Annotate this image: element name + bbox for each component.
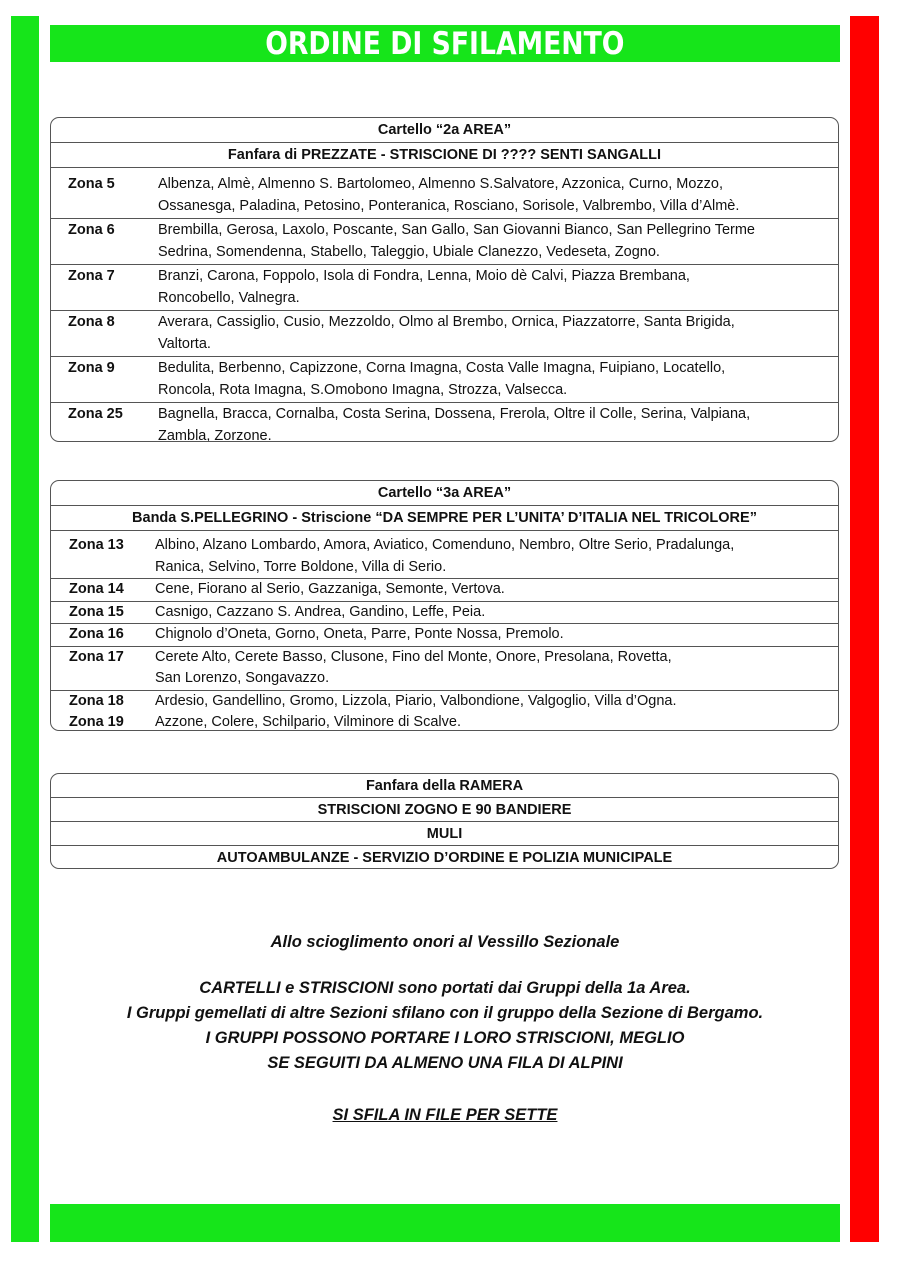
zone-row bbox=[51, 265, 838, 311]
zone-towns-line: Ossanesga, Paladina, Petosino, Ponteranica, Rosciano, Sorisole, Valbrembo, Villa d’Almè. bbox=[158, 197, 740, 214]
zone-towns-line: Ardesio, Gandellino, Gromo, Lizzola, Piario, Valbondione, Valgoglio, Villa d’Ogna. bbox=[155, 692, 677, 709]
zone-row bbox=[51, 168, 838, 219]
zone-row bbox=[51, 311, 838, 357]
zone-towns-line: Casnigo, Cazzano S. Andrea, Gandino, Leffe, Peia. bbox=[155, 603, 486, 620]
zone-towns bbox=[158, 266, 838, 309]
zone-label: Zona 6 bbox=[68, 222, 115, 238]
zone-label: Zona 14 bbox=[69, 581, 124, 597]
zone-label: Zona 15 bbox=[69, 603, 124, 620]
zone-towns-line: Albino, Alzano Lombardo, Amora, Aviatico, Comenduno, Nembro, Oltre Serio, Pradalunga, bbox=[155, 537, 735, 553]
zone-label: Zona 13 bbox=[69, 537, 124, 553]
area2-subheader: Fanfara di PREZZATE - STRISCIONE DI ???? SENTI SANGALLI bbox=[51, 143, 838, 168]
zone-row bbox=[51, 624, 838, 647]
note-line: I Gruppi gemellati di altre Sezioni sfilano con il gruppo della Sezione di Bergamo. bbox=[126, 1004, 764, 1022]
zone-towns-line: Roncola, Rota Imagna, S.Omobono Imagna, Strozza, Valsecca. bbox=[158, 381, 568, 398]
zone-towns bbox=[155, 624, 838, 646]
note-line: SE SEGUITI DA ALMENO UNA FILA DI ALPINI bbox=[267, 1054, 623, 1072]
green-bottom-bar bbox=[50, 1204, 840, 1242]
zone-towns-line: San Lorenzo, Songavazzo. bbox=[155, 670, 330, 686]
area3-table bbox=[50, 480, 839, 731]
zone-towns-line: Valtorta. bbox=[158, 335, 211, 352]
notes-block bbox=[50, 976, 840, 1076]
title-banner bbox=[50, 25, 840, 62]
zone-row bbox=[51, 531, 838, 579]
salute-note bbox=[50, 930, 840, 955]
zone-label: Zona 19 bbox=[69, 714, 124, 730]
closing-row: AUTOAMBULANZE - SERVIZIO D’ORDINE E POLIZIA MUNICIPALE bbox=[216, 850, 673, 866]
zone-label: Zona 17 bbox=[69, 648, 124, 665]
zone-towns-line: Chignolo d’Oneta, Gorno, Oneta, Parre, Ponte Nossa, Premolo. bbox=[155, 626, 564, 642]
zone-towns-line: Averara, Cassiglio, Cusio, Mezzoldo, Olmo al Brembo, Ornica, Piazzatorre, Santa Brigida, bbox=[158, 314, 735, 330]
zone-towns-line: Bagnella, Bracca, Cornalba, Costa Serina, Dossena, Frerola, Oltre il Colle, Serina, Valpiana, bbox=[158, 406, 751, 422]
zone-towns-line: Cerete Alto, Cerete Basso, Clusone, Fino del Monte, Onore, Presolana, Rovetta, bbox=[155, 648, 672, 665]
closing-row: STRISCIONI ZOGNO E 90 BANDIERE bbox=[51, 798, 838, 822]
zone-towns bbox=[155, 691, 838, 713]
zone-towns-line: Sedrina, Somendenna, Stabello, Taleggio, Ubiale Clanezzo, Vedeseta, Zogno. bbox=[158, 243, 660, 260]
closing-formation-table bbox=[50, 773, 839, 869]
zone-towns-line: Ranica, Selvino, Torre Boldone, Villa di Serio. bbox=[155, 558, 447, 575]
zone-towns bbox=[155, 602, 838, 624]
zone-row bbox=[51, 602, 838, 625]
zone-row bbox=[51, 357, 838, 403]
page-title: ORDINE DI SFILAMENTO bbox=[265, 25, 625, 62]
zone-label: Zona 9 bbox=[68, 360, 115, 376]
zone-row bbox=[51, 691, 838, 713]
zone-towns-line: Roncobello, Valnegra. bbox=[158, 289, 300, 306]
salute-text: Allo scioglimento onori al Vessillo Sezionale bbox=[270, 933, 620, 951]
note-line: CARTELLI e STRISCIONI sono portati dai Gruppi della 1a Area. bbox=[199, 979, 691, 997]
closing-row: Fanfara della RAMERA bbox=[51, 774, 838, 798]
zone-towns-line: Bedulita, Berbenno, Capizzone, Corna Imagna, Costa Valle Imagna, Fuipiano, Locatello, bbox=[158, 360, 726, 376]
zone-towns bbox=[158, 404, 838, 442]
zone-towns bbox=[155, 647, 838, 690]
zone-row bbox=[51, 579, 838, 602]
zone-towns-line: Cene, Fiorano al Serio, Gazzaniga, Semonte, Vertova. bbox=[155, 581, 505, 597]
area2-header: Cartello “2a AREA” bbox=[51, 118, 838, 143]
area3-subheader: Banda S.PELLEGRINO - Striscione “DA SEMPRE PER L’UNITA’ D’ITALIA NEL TRICOLORE” bbox=[51, 506, 838, 531]
zone-row bbox=[51, 403, 838, 442]
zone-towns bbox=[155, 712, 838, 731]
zone-label: Zona 5 bbox=[68, 176, 115, 192]
zone-towns-line: Branzi, Carona, Foppolo, Isola di Fondra, Lenna, Moio dè Calvi, Piazza Brembana, bbox=[158, 268, 690, 284]
zone-label: Zona 16 bbox=[69, 626, 124, 642]
zone-row bbox=[51, 647, 838, 691]
zone-towns-line: Albenza, Almè, Almenno S. Bartolomeo, Almenno S.Salvatore, Azzonica, Curno, Mozzo, bbox=[158, 176, 723, 192]
zone-towns-line: Azzone, Colere, Schilpario, Vilminore di Scalve. bbox=[155, 714, 461, 730]
zone-towns-line: Brembilla, Gerosa, Laxolo, Poscante, San Gallo, San Giovanni Bianco, San Pellegrino Terme bbox=[158, 222, 755, 238]
area2-table bbox=[50, 117, 839, 442]
zone-label: Zona 8 bbox=[68, 314, 115, 330]
area3-header: Cartello “3a AREA” bbox=[51, 481, 838, 506]
zone-towns-line: Zambla, Zorzone. bbox=[158, 427, 272, 442]
closing-row: MULI bbox=[51, 822, 838, 846]
zone-label: Zona 18 bbox=[69, 692, 124, 709]
red-side-bar bbox=[850, 16, 879, 1242]
zone-towns bbox=[158, 220, 838, 263]
zone-label: Zona 25 bbox=[68, 406, 123, 422]
zone-towns bbox=[158, 312, 838, 355]
zone-towns bbox=[155, 579, 838, 601]
green-side-bar bbox=[11, 16, 39, 1242]
note-line: I GRUPPI POSSONO PORTARE I LORO STRISCIONI, MEGLIO bbox=[205, 1029, 685, 1047]
zone-row bbox=[51, 712, 838, 731]
zone-label: Zona 7 bbox=[68, 268, 115, 284]
final-note bbox=[50, 1103, 840, 1128]
final-note-text: SI SFILA IN FILE PER SETTE bbox=[332, 1106, 558, 1124]
zone-towns bbox=[158, 358, 838, 401]
zone-row bbox=[51, 219, 838, 265]
zone-towns bbox=[155, 535, 838, 578]
zone-towns bbox=[158, 174, 838, 217]
